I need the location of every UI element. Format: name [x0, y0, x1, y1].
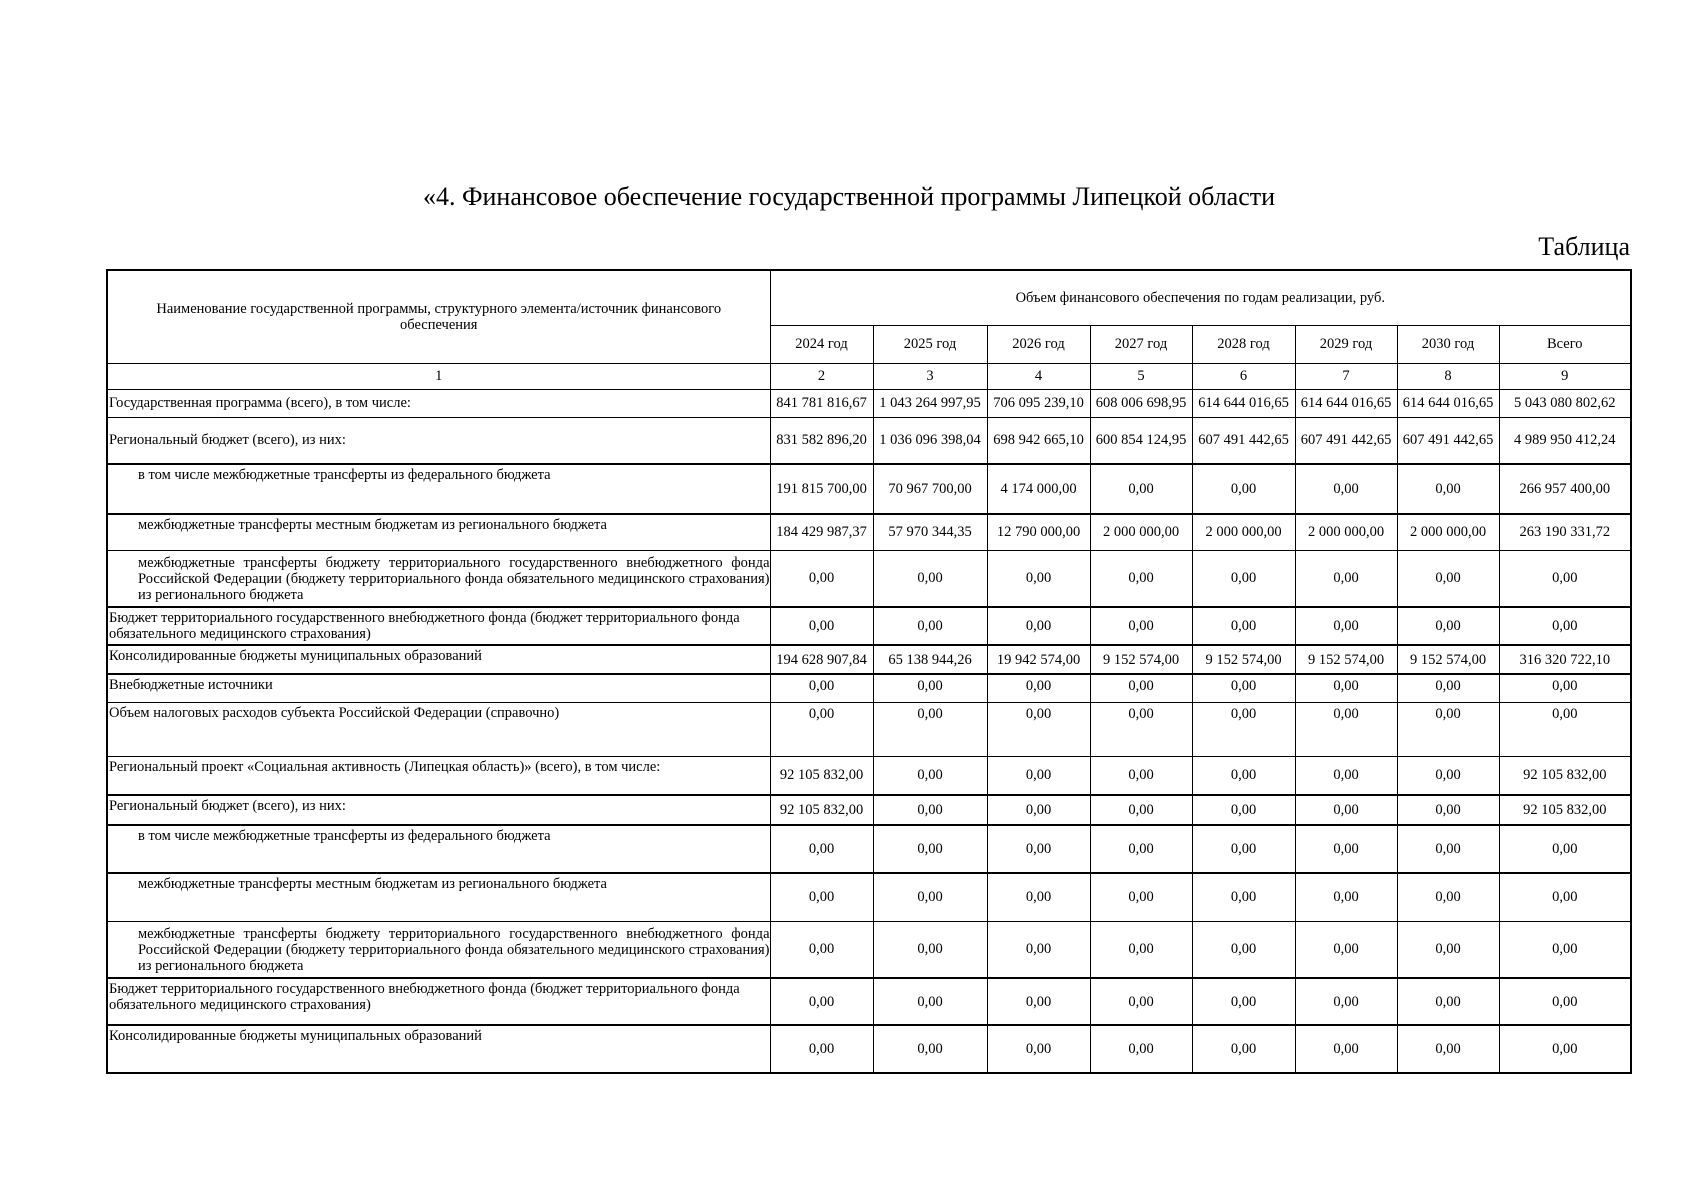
table-row: [107, 1025, 1631, 1073]
row-value: 0,00: [1295, 795, 1397, 825]
row-value: 0,00: [1090, 674, 1192, 702]
row-name: межбюджетные трансферты бюджету территориального государственного внебюджетного фонда Российской Федерации (бюджету территориального фонда обязательного медицинского страхования) из регионального бюджета: [107, 550, 770, 607]
row-total: 263 190 331,72: [1499, 514, 1631, 550]
row-name: Региональный бюджет (всего), из них:: [107, 795, 770, 825]
row-value: 19 942 574,00: [987, 645, 1090, 674]
row-value: 0,00: [1090, 550, 1192, 607]
row-value: 92 105 832,00: [770, 795, 873, 825]
row-value: 0,00: [1397, 1025, 1499, 1073]
column-number: 7: [1295, 363, 1397, 389]
row-value: 0,00: [1295, 550, 1397, 607]
financing-table: [106, 269, 1632, 1074]
column-number: 3: [873, 363, 987, 389]
header-year-cell: 2030 год: [1397, 325, 1499, 363]
row-name: Консолидированные бюджеты муниципальных образований: [107, 1025, 770, 1073]
header-year-cell: 2025 год: [873, 325, 987, 363]
row-value: 706 095 239,10: [987, 389, 1090, 417]
header-name-cell: Наименование государственной программы, структурного элемента/источник финансового обеспечения: [107, 270, 770, 363]
row-value: 607 491 442,65: [1295, 417, 1397, 464]
row-value: 0,00: [1192, 550, 1295, 607]
table-row: [107, 645, 1631, 674]
row-value: 0,00: [770, 978, 873, 1025]
row-value: 0,00: [987, 825, 1090, 873]
row-value: 0,00: [1090, 607, 1192, 645]
table-row: [107, 702, 1631, 756]
row-value: 0,00: [1192, 756, 1295, 795]
row-value: 0,00: [770, 674, 873, 702]
row-value: 0,00: [1397, 756, 1499, 795]
row-value: 0,00: [987, 978, 1090, 1025]
row-value: 0,00: [770, 873, 873, 921]
row-value: 0,00: [873, 825, 987, 873]
row-value: 9 152 574,00: [1192, 645, 1295, 674]
row-value: 614 644 016,65: [1295, 389, 1397, 417]
table-row: [107, 873, 1631, 921]
row-name: Консолидированные бюджеты муниципальных образований: [107, 645, 770, 674]
table-row: [107, 389, 1631, 417]
row-value: 0,00: [1397, 550, 1499, 607]
row-total: 0,00: [1499, 674, 1631, 702]
table-row: [107, 756, 1631, 795]
row-value: 0,00: [1090, 921, 1192, 978]
row-value: 0,00: [770, 1025, 873, 1073]
row-value: 0,00: [873, 978, 987, 1025]
row-value: 0,00: [873, 550, 987, 607]
column-number: 2: [770, 363, 873, 389]
table-row: [107, 978, 1631, 1025]
row-total: 5 043 080 802,62: [1499, 389, 1631, 417]
row-total: 0,00: [1499, 702, 1631, 756]
row-value: 2 000 000,00: [1397, 514, 1499, 550]
row-name: межбюджетные трансферты бюджету территориального государственного внебюджетного фонда Российской Федерации (бюджету территориального фонда обязательного медицинского страхования) из регионального бюджета: [107, 921, 770, 978]
header-row: [107, 270, 1631, 325]
column-number: 4: [987, 363, 1090, 389]
row-value: 841 781 816,67: [770, 389, 873, 417]
table-row: [107, 464, 1631, 514]
row-total: 0,00: [1499, 1025, 1631, 1073]
row-value: 614 644 016,65: [1192, 389, 1295, 417]
row-value: 0,00: [1192, 702, 1295, 756]
row-value: 0,00: [1295, 873, 1397, 921]
row-name: Бюджет территориального государственного внебюджетного фонда (бюджет территориального фонда обязательного медицинского страхования): [107, 978, 770, 1025]
row-value: 65 138 944,26: [873, 645, 987, 674]
row-value: 0,00: [770, 921, 873, 978]
row-value: 0,00: [1397, 921, 1499, 978]
row-value: 0,00: [987, 1025, 1090, 1073]
column-number: 9: [1499, 363, 1631, 389]
header-group-cell: Объем финансового обеспечения по годам реализации, руб.: [770, 270, 1631, 325]
row-value: 0,00: [987, 674, 1090, 702]
row-value: 191 815 700,00: [770, 464, 873, 514]
row-value: 194 628 907,84: [770, 645, 873, 674]
row-value: 0,00: [1397, 873, 1499, 921]
row-value: 0,00: [873, 873, 987, 921]
row-value: 0,00: [1397, 464, 1499, 514]
row-value: 0,00: [1295, 756, 1397, 795]
row-value: 0,00: [770, 607, 873, 645]
row-total: 92 105 832,00: [1499, 795, 1631, 825]
row-total: 0,00: [1499, 607, 1631, 645]
row-value: 0,00: [873, 702, 987, 756]
row-value: 0,00: [770, 550, 873, 607]
row-value: 0,00: [1090, 464, 1192, 514]
column-numbers-row: [107, 363, 1631, 389]
row-value: 0,00: [1192, 674, 1295, 702]
row-name: Внебюджетные источники: [107, 674, 770, 702]
row-value: 12 790 000,00: [987, 514, 1090, 550]
row-value: 0,00: [1397, 795, 1499, 825]
row-value: 9 152 574,00: [1090, 645, 1192, 674]
row-value: 57 970 344,35: [873, 514, 987, 550]
row-value: 0,00: [873, 921, 987, 978]
row-value: 0,00: [1192, 464, 1295, 514]
row-value: 4 174 000,00: [987, 464, 1090, 514]
column-number: 8: [1397, 363, 1499, 389]
row-value: 0,00: [1192, 607, 1295, 645]
row-value: 9 152 574,00: [1295, 645, 1397, 674]
column-number: 6: [1192, 363, 1295, 389]
row-value: 0,00: [873, 607, 987, 645]
row-total: 0,00: [1499, 921, 1631, 978]
row-value: 614 644 016,65: [1397, 389, 1499, 417]
table-row: [107, 825, 1631, 873]
row-value: 607 491 442,65: [1192, 417, 1295, 464]
row-value: 92 105 832,00: [770, 756, 873, 795]
document-title: «4. Финансовое обеспечение государственной программы Липецкой области: [422, 182, 1276, 211]
row-value: 0,00: [1295, 702, 1397, 756]
row-value: 0,00: [1090, 873, 1192, 921]
header-year-cell: 2027 год: [1090, 325, 1192, 363]
row-value: 0,00: [873, 756, 987, 795]
row-name: Государственная программа (всего), в том числе:: [107, 389, 770, 417]
row-total: 92 105 832,00: [1499, 756, 1631, 795]
row-name: в том числе межбюджетные трансферты из федерального бюджета: [107, 464, 770, 514]
row-value: 70 967 700,00: [873, 464, 987, 514]
row-value: 0,00: [1295, 1025, 1397, 1073]
row-value: 0,00: [1295, 674, 1397, 702]
row-value: 0,00: [770, 825, 873, 873]
row-value: 0,00: [987, 550, 1090, 607]
row-value: 0,00: [1295, 978, 1397, 1025]
table-row: [107, 607, 1631, 645]
row-value: 0,00: [987, 607, 1090, 645]
row-name: Региональный бюджет (всего), из них:: [107, 417, 770, 464]
row-total: 0,00: [1499, 550, 1631, 607]
row-value: 0,00: [1192, 825, 1295, 873]
row-total: 0,00: [1499, 978, 1631, 1025]
row-value: 0,00: [1397, 978, 1499, 1025]
row-value: 0,00: [1397, 702, 1499, 756]
table-row: [107, 550, 1631, 607]
row-value: 0,00: [1090, 702, 1192, 756]
row-value: 0,00: [1192, 873, 1295, 921]
table-row: [107, 921, 1631, 978]
row-value: 607 491 442,65: [1397, 417, 1499, 464]
row-name: межбюджетные трансферты местным бюджетам из регионального бюджета: [107, 873, 770, 921]
row-name: межбюджетные трансферты местным бюджетам из регионального бюджета: [107, 514, 770, 550]
row-value: 0,00: [873, 795, 987, 825]
header-year-cell: 2026 год: [987, 325, 1090, 363]
column-number: 1: [107, 363, 770, 389]
row-name: Бюджет территориального государственного внебюджетного фонда (бюджет территориального фонда обязательного медицинского страхования): [107, 607, 770, 645]
row-value: 0,00: [873, 674, 987, 702]
row-name: Региональный проект «Социальная активность (Липецкая область)» (всего), в том числе:: [107, 756, 770, 795]
row-value: 1 036 096 398,04: [873, 417, 987, 464]
row-value: 0,00: [1192, 1025, 1295, 1073]
row-total: 4 989 950 412,24: [1499, 417, 1631, 464]
table-row: [107, 417, 1631, 464]
row-value: 0,00: [987, 873, 1090, 921]
row-value: 600 854 124,95: [1090, 417, 1192, 464]
table-row: [107, 795, 1631, 825]
row-value: 0,00: [873, 1025, 987, 1073]
row-value: 0,00: [1295, 607, 1397, 645]
row-name: Объем налоговых расходов субъекта Российской Федерации (справочно): [107, 702, 770, 756]
row-value: 0,00: [987, 795, 1090, 825]
row-value: 1 043 264 997,95: [873, 389, 987, 417]
row-value: 184 429 987,37: [770, 514, 873, 550]
row-total: 316 320 722,10: [1499, 645, 1631, 674]
row-value: 2 000 000,00: [1295, 514, 1397, 550]
row-value: 9 152 574,00: [1397, 645, 1499, 674]
row-value: 0,00: [1192, 978, 1295, 1025]
row-value: 0,00: [1295, 921, 1397, 978]
row-value: 0,00: [1090, 795, 1192, 825]
row-value: 2 000 000,00: [1090, 514, 1192, 550]
row-total: 266 957 400,00: [1499, 464, 1631, 514]
column-number: 5: [1090, 363, 1192, 389]
table-caption: Таблица: [1538, 232, 1630, 261]
table-row: [107, 514, 1631, 550]
row-total: 0,00: [1499, 825, 1631, 873]
header-year-cell: 2029 год: [1295, 325, 1397, 363]
row-value: 0,00: [1295, 464, 1397, 514]
row-value: 0,00: [987, 702, 1090, 756]
row-value: 0,00: [987, 756, 1090, 795]
row-value: 0,00: [987, 921, 1090, 978]
row-value: 2 000 000,00: [1192, 514, 1295, 550]
row-value: 0,00: [1090, 1025, 1192, 1073]
row-value: 0,00: [1090, 978, 1192, 1025]
row-value: 0,00: [1295, 825, 1397, 873]
row-value: 698 942 665,10: [987, 417, 1090, 464]
header-year-cell: 2024 год: [770, 325, 873, 363]
row-total: 0,00: [1499, 873, 1631, 921]
row-value: 0,00: [1090, 825, 1192, 873]
row-value: 608 006 698,95: [1090, 389, 1192, 417]
row-value: 0,00: [770, 702, 873, 756]
row-value: 0,00: [1397, 607, 1499, 645]
row-value: 0,00: [1397, 825, 1499, 873]
table-row: [107, 674, 1631, 702]
row-value: 0,00: [1090, 756, 1192, 795]
row-name: в том числе межбюджетные трансферты из федерального бюджета: [107, 825, 770, 873]
row-value: 0,00: [1192, 921, 1295, 978]
row-value: 831 582 896,20: [770, 417, 873, 464]
header-total-cell: Всего: [1499, 325, 1631, 363]
row-value: 0,00: [1192, 795, 1295, 825]
header-year-cell: 2028 год: [1192, 325, 1295, 363]
row-value: 0,00: [1397, 674, 1499, 702]
